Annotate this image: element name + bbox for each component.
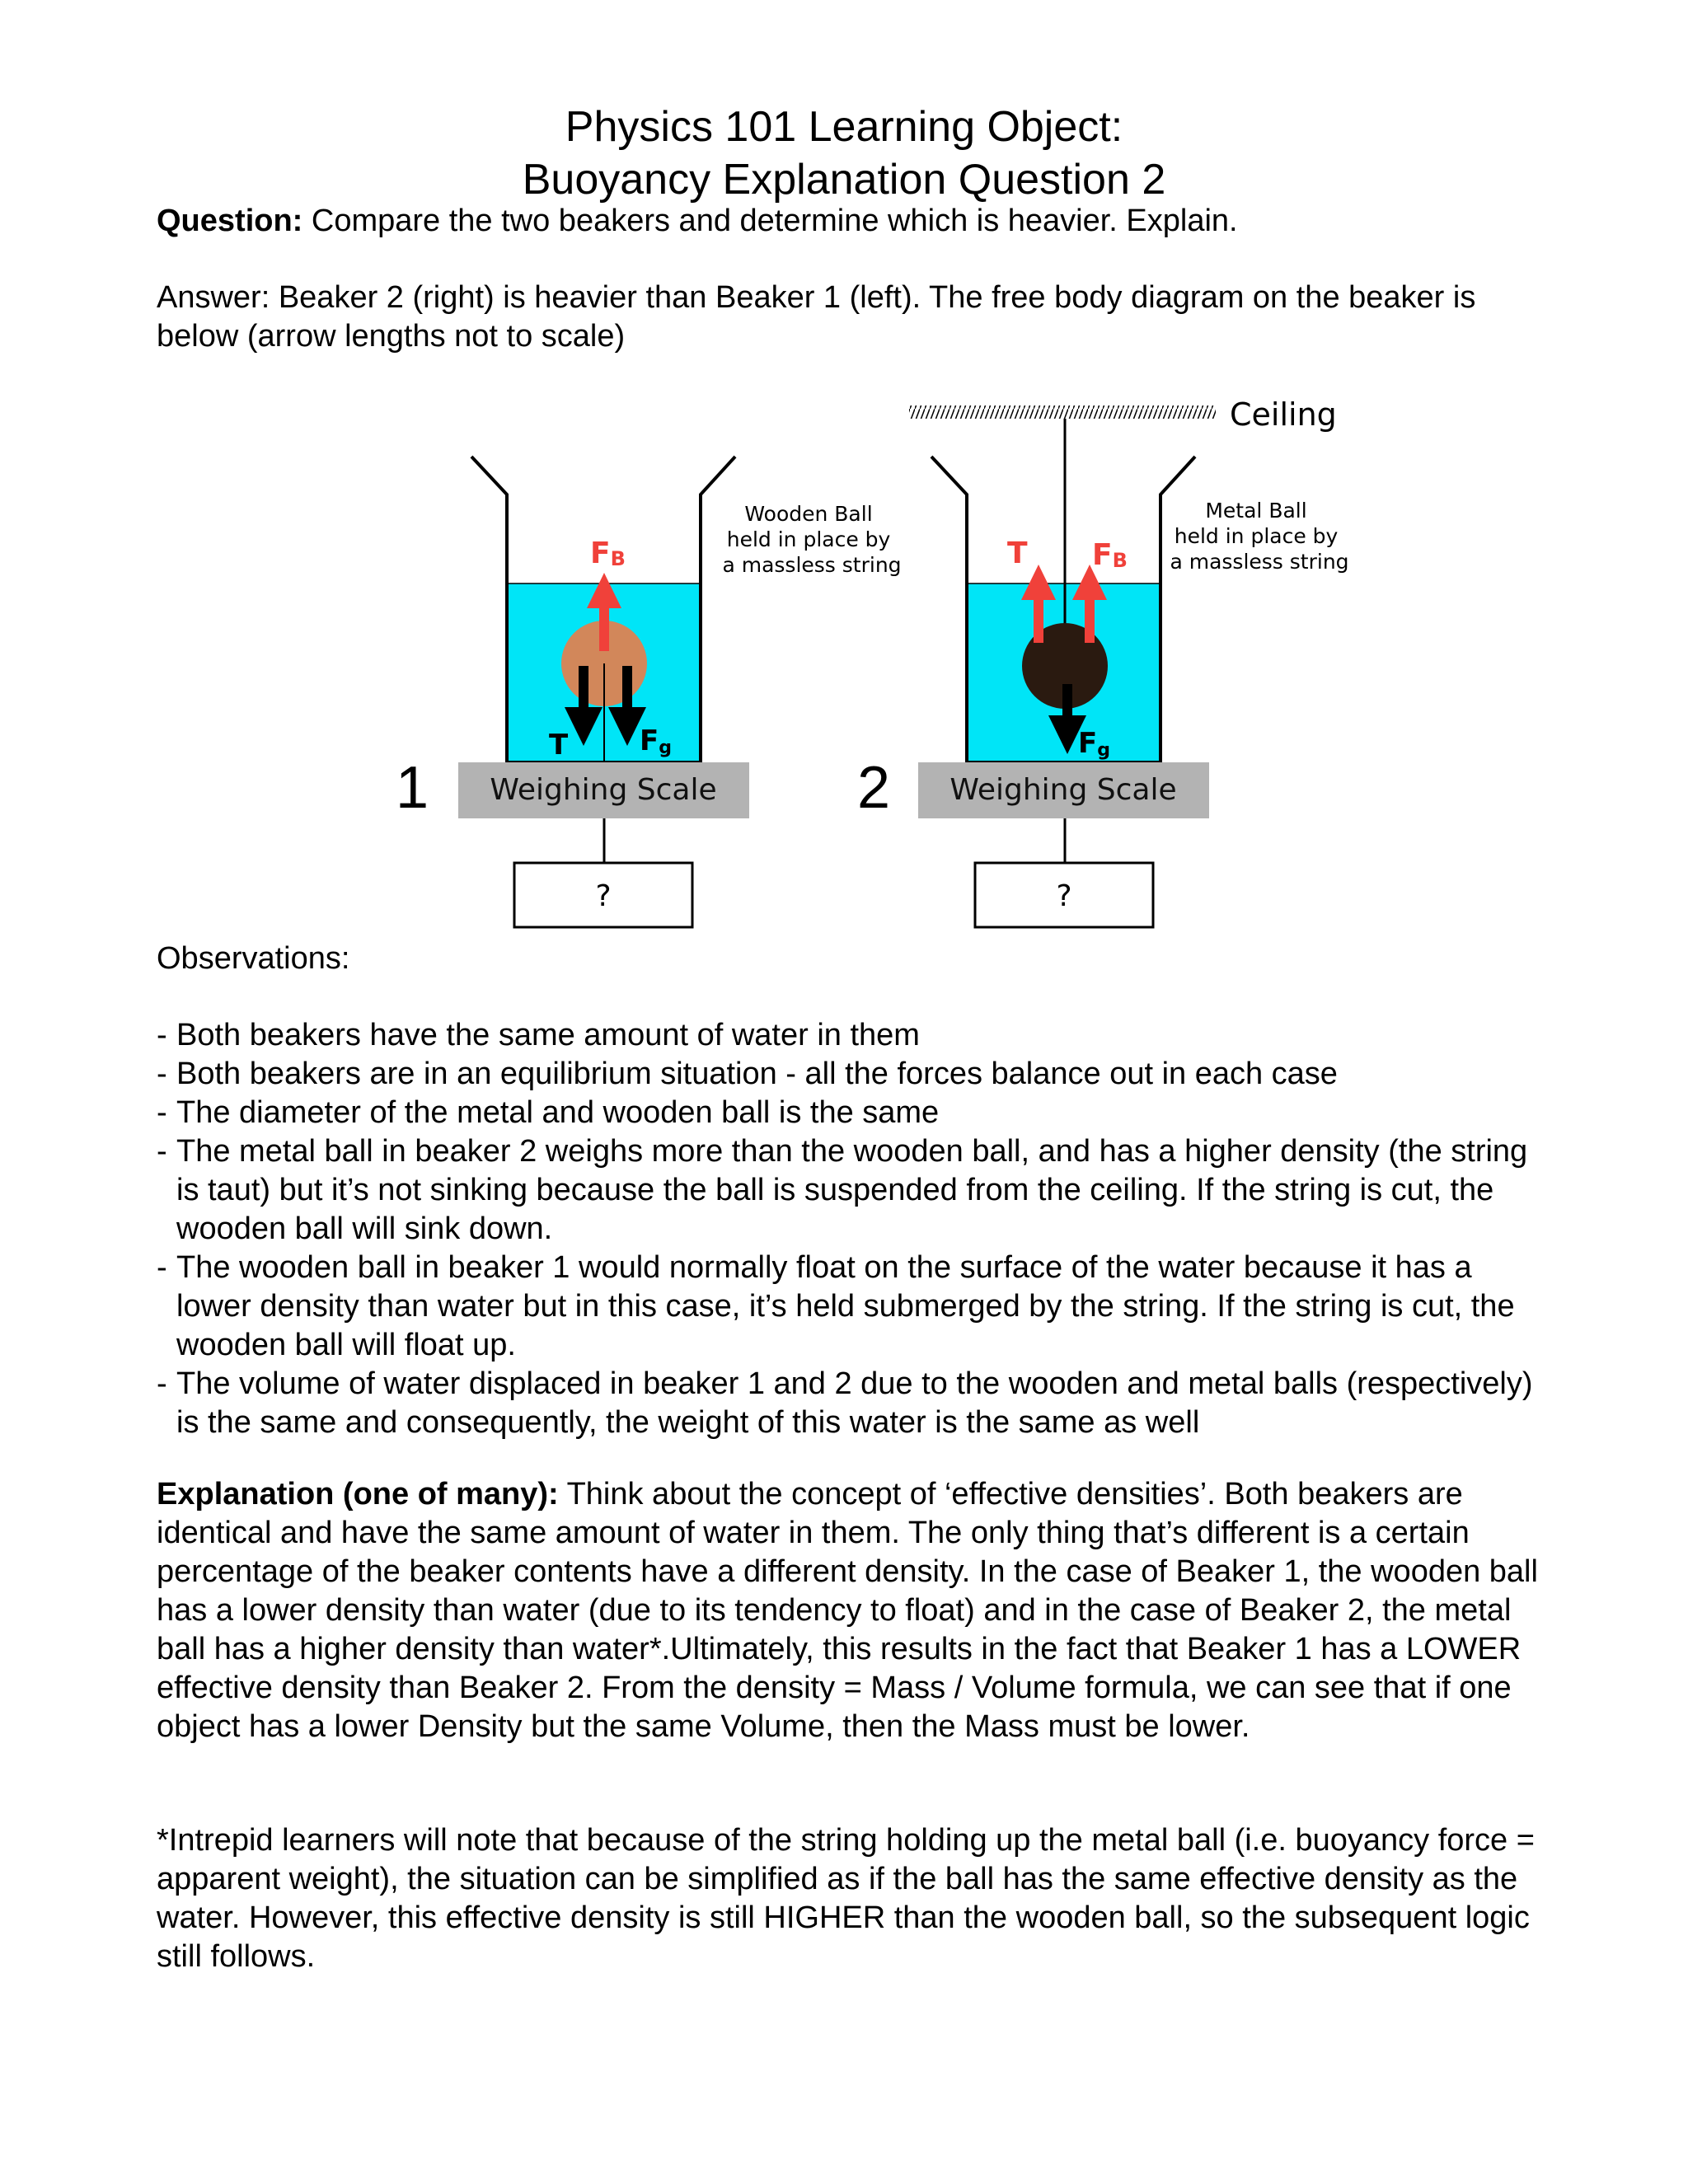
weighing-scale-2-label: Weighing Scale	[950, 773, 1177, 807]
page-title-line-2: Buoyancy Explanation Question 2	[522, 156, 1166, 204]
footnote-paragraph: *Intrepid learners will note that because of the string holding up the metal ball (i.e. buoyancy force = apparent weight), the situation can be simplified as if the ball has the same effective density as the water. However, this effective density is still HIGHER than the wooden ball, so the subsequent logic still follows.	[157, 1823, 1535, 1974]
explanation-label: Explanation (one of many):	[157, 1477, 559, 1511]
beaker-1-tension-label: T	[549, 729, 569, 762]
list-item: - Both beakers have the same amount of water in them	[157, 1018, 920, 1052]
page-title-line-1: Physics 101 Learning Object:	[565, 103, 1123, 151]
question-label: Question:	[157, 204, 303, 238]
beaker-2-gravity-label: Fg	[1078, 727, 1110, 761]
list-item: - Both beakers are in an equilibrium situation - all the forces balance out in each case	[157, 1057, 1338, 1091]
readout-box-1-value: ?	[595, 879, 612, 913]
beaker-2-buoyant-force-label: FB	[1092, 538, 1128, 572]
weighing-scale-1-label: Weighing Scale	[490, 773, 717, 807]
ceiling-label: Ceiling	[1230, 396, 1337, 433]
beaker-2-number: 2	[857, 755, 891, 821]
beaker-1-gravity-label: Fg	[640, 724, 672, 758]
explanation-text: Think about the concept of ‘effective densities’. Both beakers are identical and have the same amount of water in them. The only thing that’s different is a certain percentage of the beaker contents have a different density. In the case of Beaker 1, the wooden ball has a lower density than water (due to its tendency to float) and in the case of Beaker 2, the metal ball has a higher density than water*.Ultimately, this results in the fact that Beaker 1 has a LOWER effective density than Beaker 2. From the density = Mass / Volume formula, we can see that if one object has a lower Density but the same Volume, then the Mass must be lower.	[157, 1477, 1538, 1744]
list-item: - The volume of water displaced in beaker 1 and 2 due to the wooden and metal balls (respectively) is the same and consequently, the weight of this water is the same as well	[157, 1366, 1533, 1440]
question-paragraph	[157, 202, 1550, 241]
list-item: - The diameter of the metal and wooden ball is the same	[157, 1095, 940, 1130]
observations-list	[157, 1016, 1550, 1442]
beaker-2-ball-note: Metal Ball held in place by a massless string	[1170, 499, 1349, 574]
explanation-paragraph	[157, 1475, 1550, 1746]
ceiling-hatch	[909, 405, 1216, 419]
observations-heading: Observations:	[157, 941, 350, 976]
answer-paragraph: Answer: Beaker 2 (right) is heavier than Beaker 1 (left). The free body diagram on the beaker is below (arrow lengths not to scale)	[157, 280, 1476, 354]
buoyancy-diagram	[0, 387, 1688, 940]
beaker-2-tension-label: T	[1007, 537, 1028, 570]
question-text: Compare the two beakers and determine which is heavier. Explain.	[311, 204, 1238, 238]
readout-box-2-value: ?	[1056, 879, 1072, 913]
beaker-1-number: 1	[396, 755, 429, 821]
beaker-1-ball-note: Wooden Ball held in place by a massless string	[722, 502, 902, 577]
list-item: - The metal ball in beaker 2 weighs more than the wooden ball, and has a higher density (the string is taut) but it’s not sinking because the ball is suspended from the ceiling. If the string is cut, the wooden ball will sink down.	[157, 1134, 1528, 1246]
list-item: - The wooden ball in beaker 1 would normally float on the surface of the water because it has a lower density than water but in this case, it’s held submerged by the string. If the string is cut, the wooden ball will float up.	[157, 1250, 1515, 1362]
beaker-1-buoyant-force-label: FB	[590, 537, 626, 570]
